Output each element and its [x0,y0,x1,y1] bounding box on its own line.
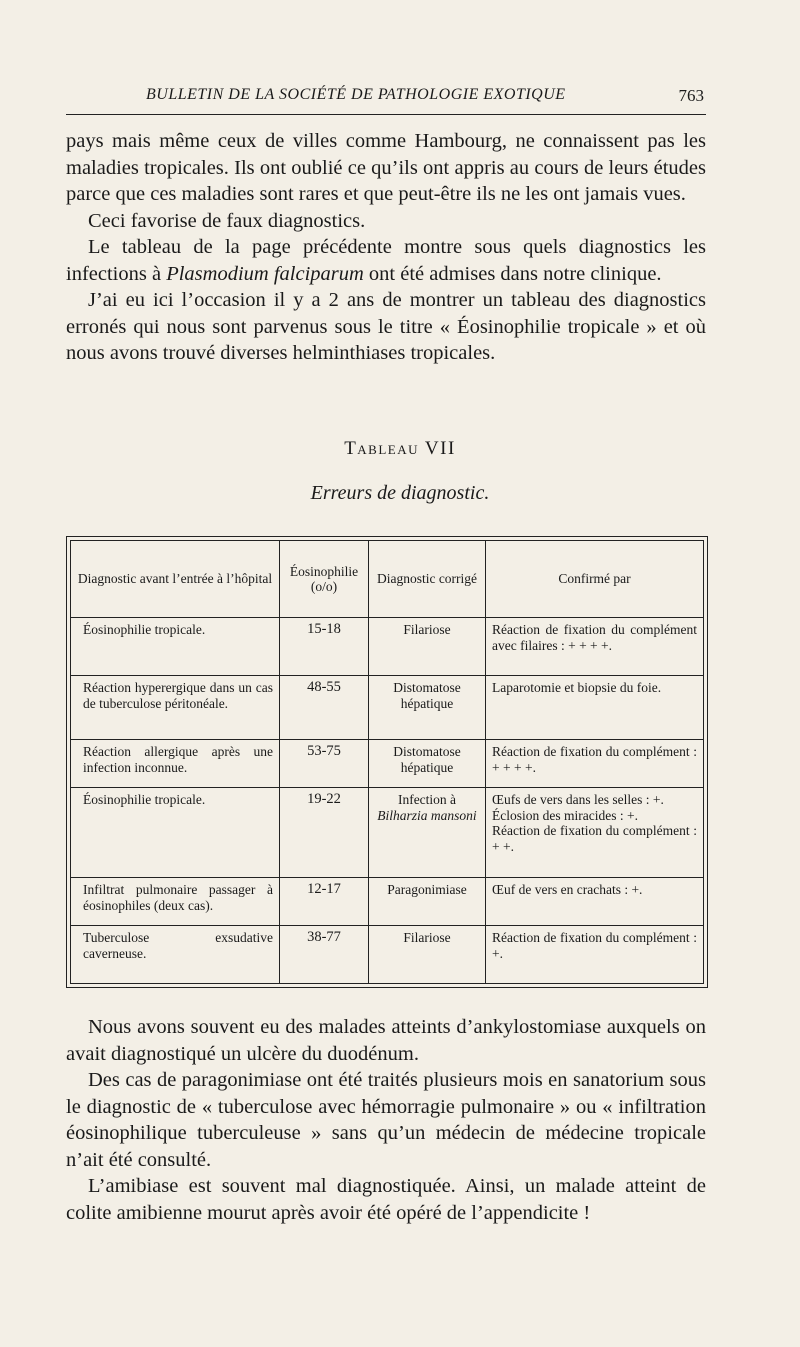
paragraph: pays mais même ceux de villes comme Hambourg, ne connaissent pas les maladies tropicales. Ils ont oublié ce qu’ils ont appris au cours de leurs études parce que ces maladies sont rares et que peut-être ils ne les ont jamais vues. [66,130,706,205]
table-title: Tableau VII [344,438,456,459]
confirmation-line: Œufs de vers dans les selles : +. [492,792,664,807]
table-row [71,788,704,878]
top-text-block [66,128,706,367]
table-row [71,618,704,676]
table-frame [66,536,708,988]
text-run: Le tableau de la page précédente montre sous quels diagnostics les infections à [66,236,706,285]
parasite-name: Bilharzia mansoni [377,807,477,823]
column-header: Diagnostic avant l’entrée à l’hôpital [71,541,280,618]
table-row [71,878,704,926]
species-name: Plasmodium falciparum [166,262,364,285]
paragraph: Ceci favorise de faux diagnostics. [88,209,366,232]
bottom-text-block [66,1014,706,1226]
page-number: 763 [678,86,704,105]
cell-confirmed: Œuf de vers en crachats : +. [486,878,704,926]
cell-eosinophilia: 15-18 [280,618,369,676]
corrected-prefix: Infection à [397,792,457,807]
journal-title: BULLETIN DE LA SOCIÉTÉ DE PATHOLOGIE EXOTIQUE [146,86,566,103]
cell-corrected: Filariose [369,926,486,984]
column-header: Éosinophilie (o/o) [280,541,369,618]
cell-eosinophilia: 48-55 [280,676,369,740]
cell-confirmed: Réaction de fixation du complément : + + + +. [486,740,704,788]
diagnosis-errors-table [70,540,704,984]
cell-eosinophilia: 53-75 [280,740,369,788]
cell-confirmed [486,788,704,878]
cell-eosinophilia: 19-22 [280,788,369,878]
cell-initial: Éosinophilie tropicale. [83,622,206,637]
table-row [71,740,704,788]
confirmation-line: Éclosion des miracides : +. [492,807,638,823]
cell-initial: Réaction allergique après une infection inconnue. [71,740,280,788]
cell-eosinophilia: 12-17 [280,878,369,926]
cell-initial: Éosinophilie tropicale. [71,788,280,878]
cell-corrected: Distomatose hépatique [369,740,486,788]
cell-corrected [369,788,486,878]
table-header-row [71,541,704,618]
cell-eosinophilia: 38-77 [280,926,369,984]
cell-initial: Réaction hyperergique dans un cas de tuberculose péritonéale. [71,676,280,740]
running-header [66,84,706,115]
paragraph: Nous avons souvent eu des malades atteints d’ankylostomiase auxquels on avait diagnostiqué un ulcère du duodénum. [66,1016,706,1065]
table-subtitle: Erreurs de diagnostic. [310,482,490,504]
cell-corrected: Filariose [369,618,486,676]
cell-corrected: Paragonimiase [369,878,486,926]
confirmation-line: Réaction de fixation du complément : + +. [492,823,697,854]
paragraph: J’ai eu ici l’occasion il y a 2 ans de montrer un tableau des diagnostics erronés qui nous sont parvenus sous le titre « Éosinophilie tropicale » et où nous avons trouvé diverses helminthiases tropicales. [66,289,706,364]
cell-confirmed: Laparotomie et biopsie du foie. [486,676,704,740]
paragraph-plasmodium [66,234,706,287]
column-header: Diagnostic corrigé [369,541,486,618]
cell-corrected: Distomatose hépatique [369,676,486,740]
paragraph: Des cas de paragonimiase ont été traités plusieurs mois en sanatorium sous le diagnostic de « tuberculose avec hémorragie pulmonaire » ou « infiltration éosinophilique tuberculeuse » sans qu’un médecin de médecine tropicale n’ait été consulté. [66,1069,706,1171]
cell-confirmed: Réaction de fixation du complément avec filaires : + + + +. [486,618,704,676]
cell-initial: Infiltrat pulmonaire passager à éosinophiles (deux cas). [71,878,280,926]
cell-confirmed: Réaction de fixation du complément : +. [486,926,704,984]
column-header: Confirmé par [486,541,704,618]
table-row [71,926,704,984]
paragraph: L’amibiase est souvent mal diagnostiquée. Ainsi, un malade atteint de colite amibienne mourut après avoir été opéré de l’appendicite ! [66,1175,706,1224]
cell-initial: Tuberculose exsudative caverneuse. [71,926,280,984]
text-run: ont été admises dans notre clinique. [363,262,662,285]
table-row [71,676,704,740]
